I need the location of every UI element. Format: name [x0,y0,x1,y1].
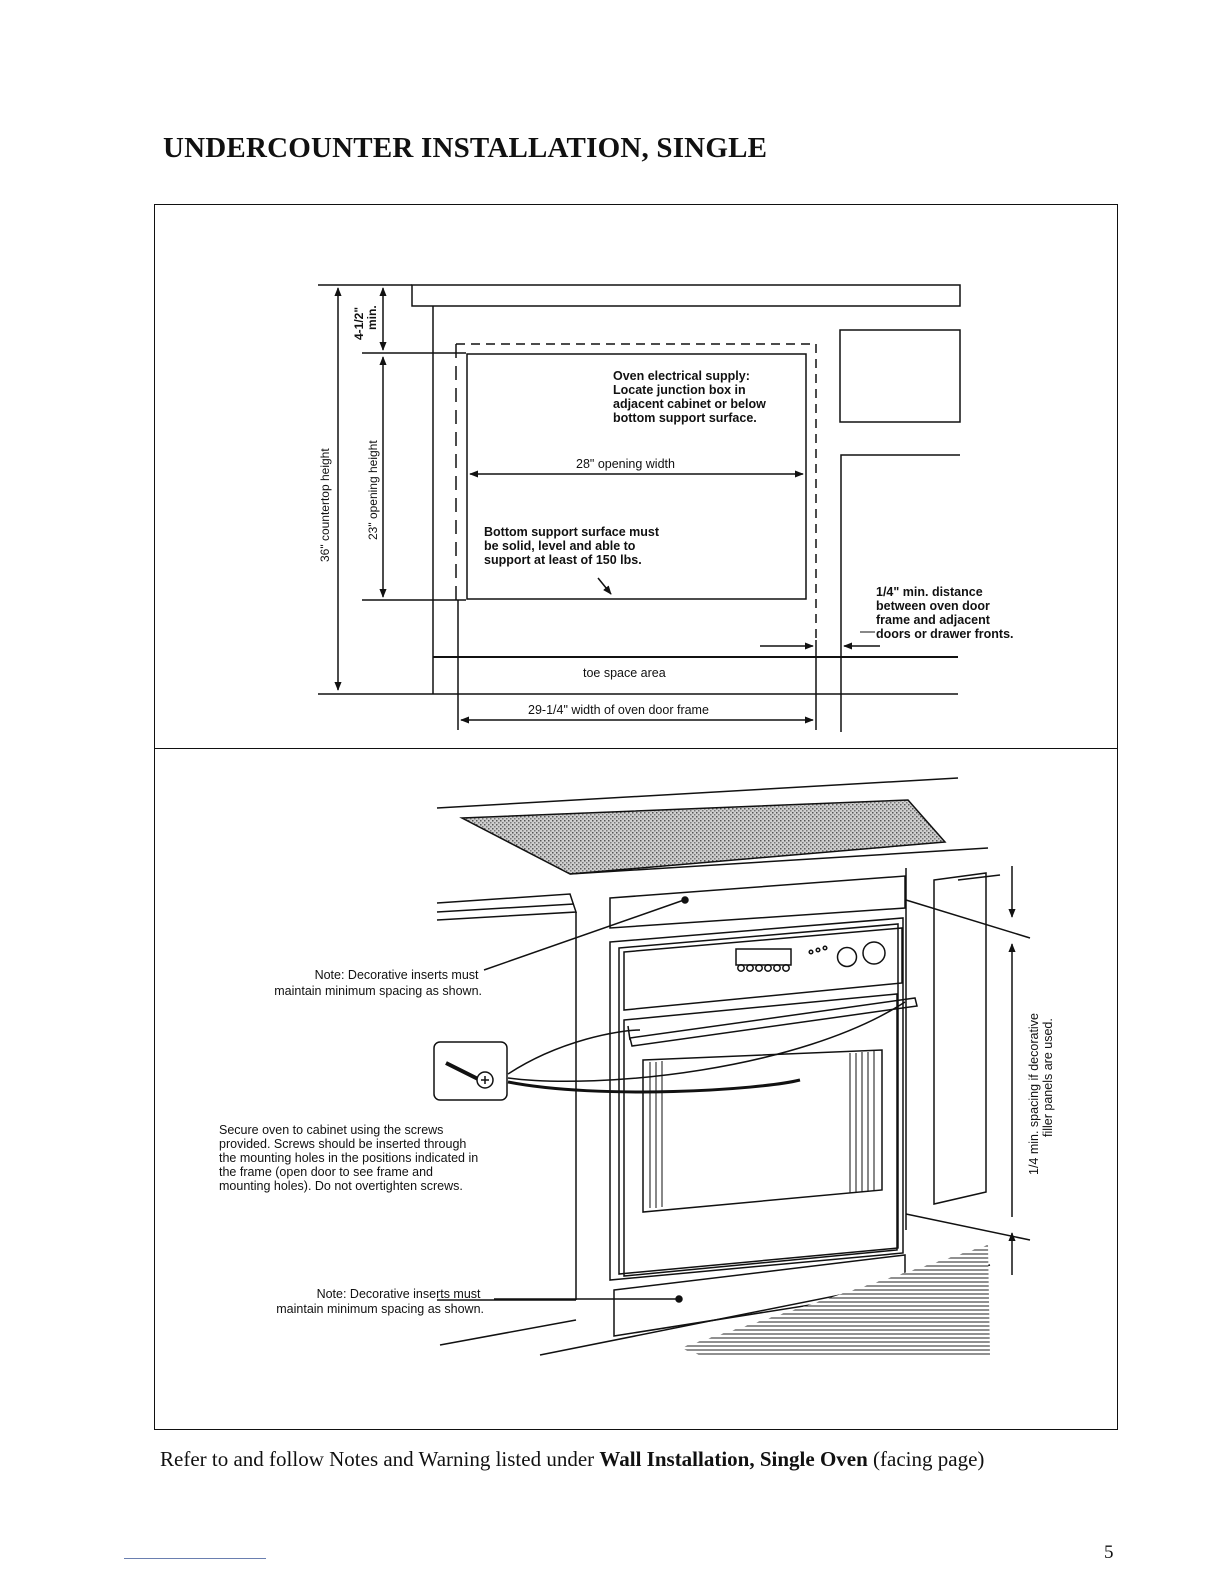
control-knob [838,948,857,967]
opening-height-label: 23" opening height [366,440,380,540]
filler-spacing-note [1027,1010,1055,1175]
footer-text-end: (facing page) [867,1447,985,1471]
countertop-surface [462,800,945,874]
page-number: 5 [1104,1542,1114,1563]
distance-line: 1/4" min. distance [876,585,983,599]
toe-space-label: toe space area [583,666,666,680]
secure-line: Secure oven to cabinet using the screws [219,1123,444,1137]
distance-line: doors or drawer fronts. [876,627,1014,641]
support-line: support at least of 150 lbs. [484,553,642,567]
note-line: Note: Decorative inserts must [314,968,479,982]
support-surface-note [484,525,663,567]
distance-note [876,585,1014,641]
top-diagram [318,285,960,732]
support-line: Bottom support surface must [484,525,660,539]
min-gap-label-b: min. [365,305,379,330]
adjacent-upper-cabinet [840,330,960,422]
note-line: maintain minimum spacing as shown. [276,1302,484,1316]
min-gap-label-a: 4-1/2" [352,306,366,340]
secure-oven-note [219,1123,482,1193]
control-knob [863,942,885,964]
oven-window [643,1050,882,1212]
secure-line: the mounting holes in the positions indicated in [219,1151,479,1165]
distance-line: between oven door [876,599,990,613]
spacing-line: 1/4 min. spacing if decorative [1027,1013,1041,1175]
display [736,949,791,965]
supply-line: Oven electrical supply: [613,369,750,383]
countertop [412,285,960,306]
secure-line: the frame (open door to see frame and [219,1165,434,1179]
oven-door-frame [610,918,903,1280]
support-line: be solid, level and able to [484,539,636,553]
note-line: maintain minimum spacing as shown. [274,984,482,998]
footer-bold-ref: Wall Installation, Single Oven [599,1447,868,1471]
page-title: UNDERCOUNTER INSTALLATION, SINGLE [163,132,768,164]
footer-text: Refer to and follow Notes and Warning listed under [160,1447,600,1471]
footer-reference [160,1447,984,1472]
secure-line: provided. Screws should be inserted through [219,1137,467,1151]
spacing-line: filler panels are used. [1041,1018,1055,1137]
screw-icon [446,1063,493,1088]
supply-line: bottom support surface. [613,411,757,425]
supply-line: adjacent cabinet or below [613,397,766,411]
upper-trim-insert [610,876,905,928]
distance-line: frame and adjacent [876,613,990,627]
decorative-note-bottom [276,1287,484,1316]
door-frame-width-label: 29-1/4" width of oven door frame [528,703,709,717]
note-line: Note: Decorative inserts must [316,1287,481,1301]
supply-line: Locate junction box in [613,383,746,397]
bottom-rule [124,1558,266,1559]
decorative-note-top [274,968,482,998]
floor-hatch [680,1245,990,1355]
secure-line: mounting holes). Do not overtighten screws. [219,1179,463,1193]
screw-callout-box [434,1042,507,1100]
countertop-height-label: 36" countertop height [318,448,332,562]
opening-width-label: 28" opening width [576,457,675,471]
electrical-supply-note [613,369,769,425]
bottom-diagram [434,778,1030,1355]
control-buttons [738,946,827,971]
